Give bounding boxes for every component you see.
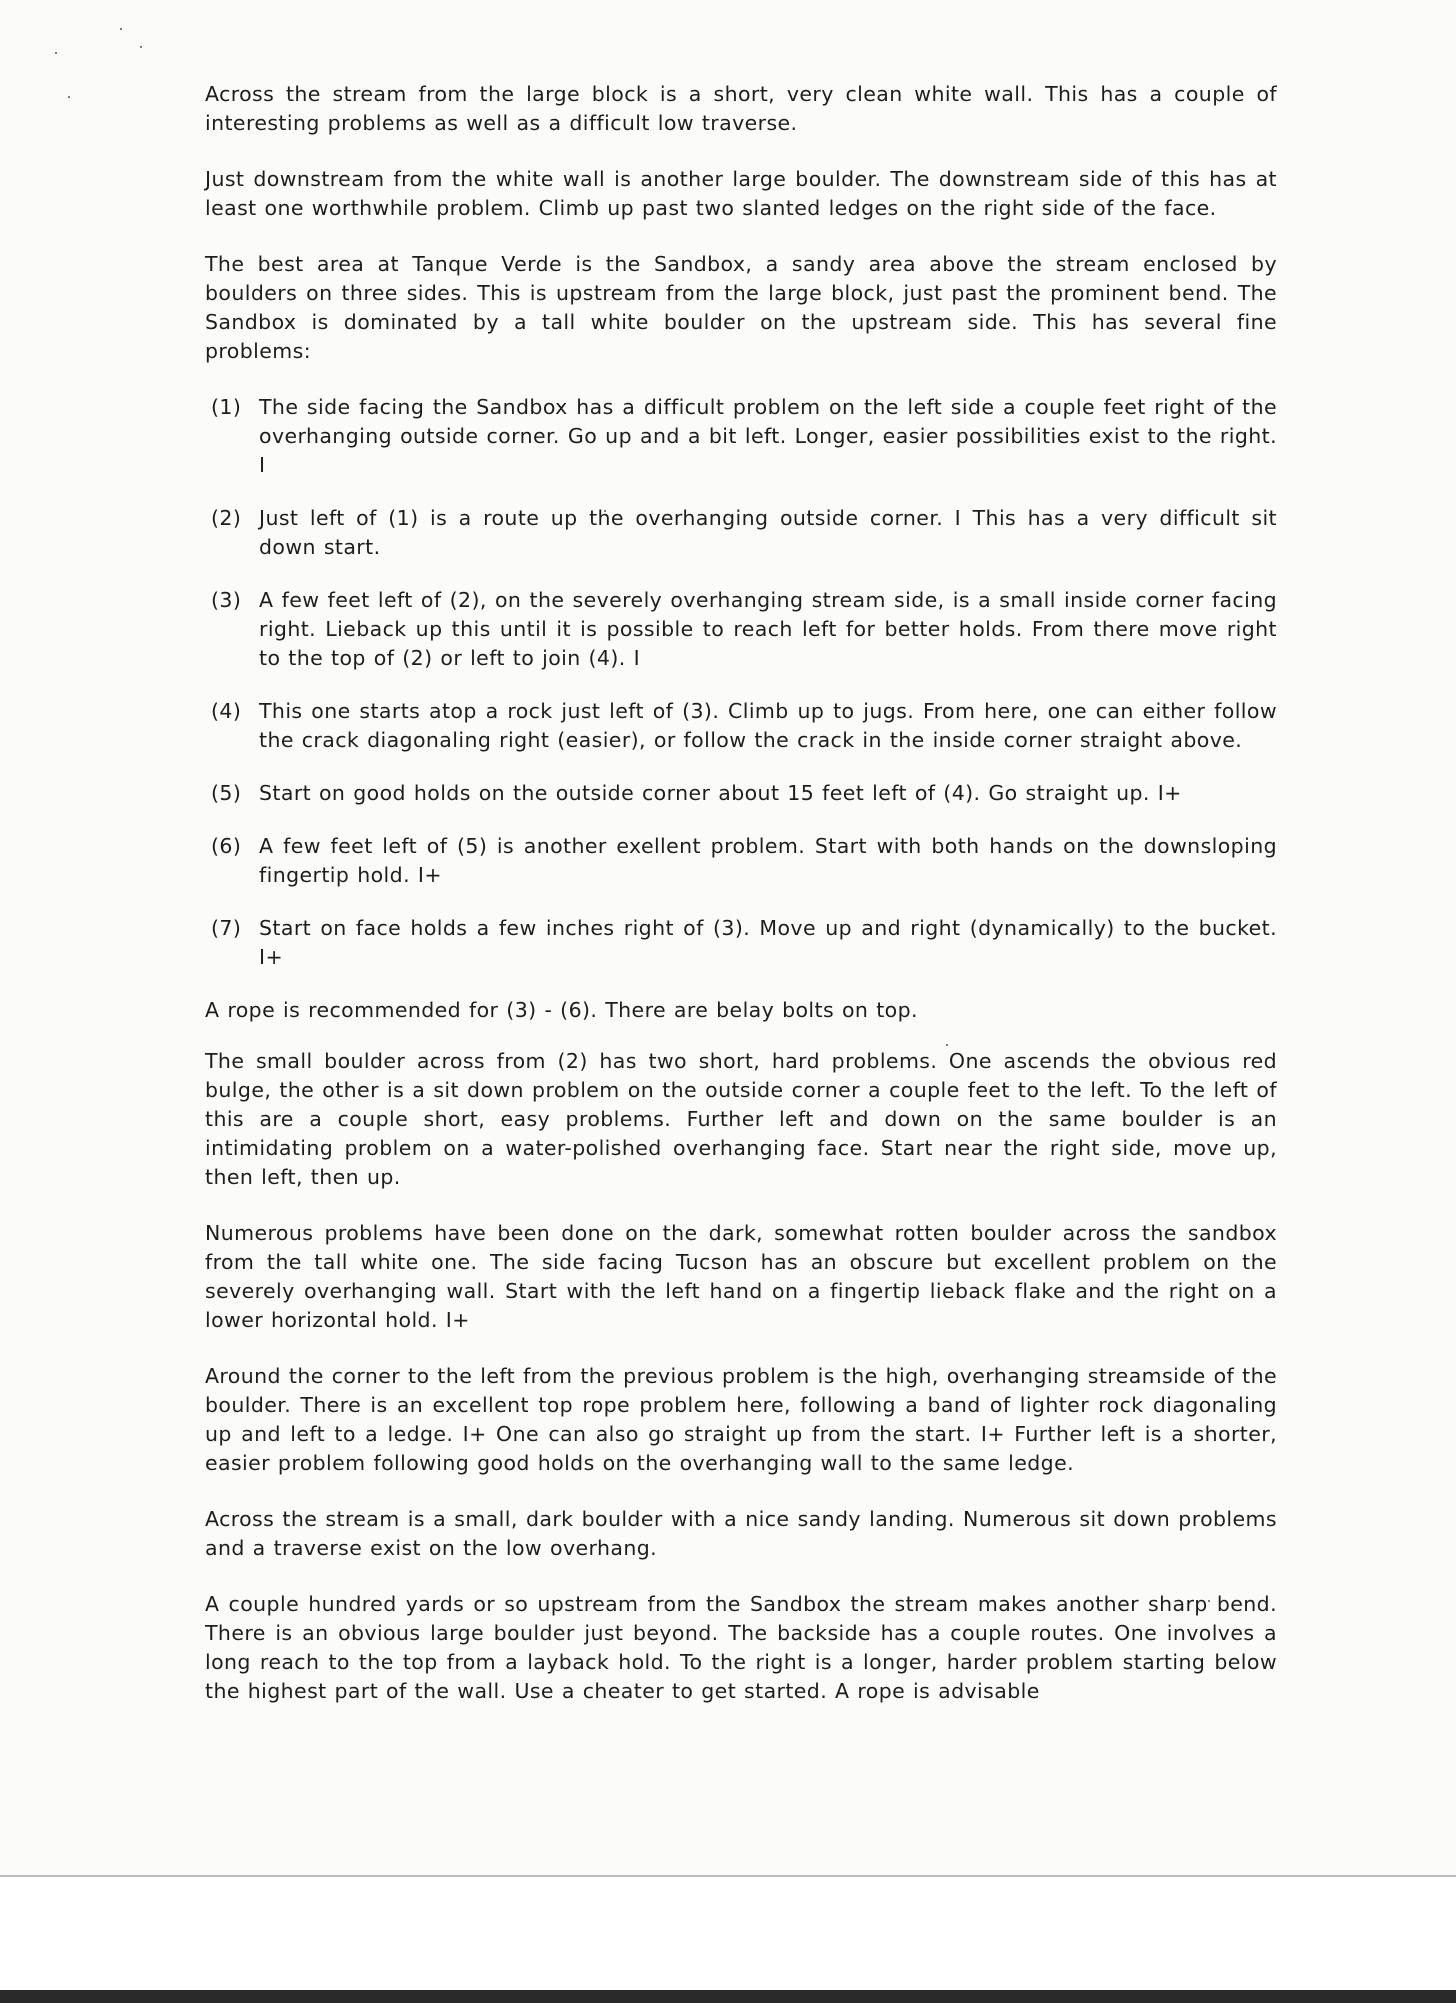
- problem-text: Just left of (1) is a route up the overhanging outside corner. I This has a very difficult sit down start.: [259, 506, 1277, 559]
- list-item: [205, 586, 1277, 673]
- scan-speck: [55, 52, 57, 54]
- page-edge: [0, 1875, 1456, 1877]
- scanner-border: [0, 1990, 1456, 2003]
- problem-number: (3): [211, 588, 242, 612]
- list-item: [205, 779, 1277, 808]
- problem-text: A few feet left of (5) is another exellent problem. Start with both hands on the downsloping fingertip hold. I+: [259, 834, 1277, 887]
- paragraph: Across the stream from the large block is a short, very clean white wall. This has a couple of interesting problems as well as a difficult low traverse.: [205, 82, 1277, 135]
- scan-speck: [140, 46, 142, 48]
- scan-speck: [120, 28, 122, 30]
- problem-text: A few feet left of (2), on the severely overhanging stream side, is a small inside corner facing right. Lieback up this until it is possible to reach left for better holds. From there move right to the top of (2) or left to join (4). I: [259, 588, 1277, 670]
- problem-text: Start on good holds on the outside corner about 15 feet left of (4). Go straight up. I+: [259, 781, 1182, 805]
- paragraph: A rope is recommended for (3) - (6). There are belay bolts on top.: [205, 998, 918, 1022]
- paragraph: Around the corner to the left from the previous problem is the high, overhanging streamside of the boulder. There is an excellent top rope problem here, following a band of lighter rock diagonaling up and left to a ledge. I+ One can also go straight up from the start. I+ Further left is a shorter, easier problem following good holds on the overhanging wall to the same ledge.: [205, 1364, 1277, 1475]
- problem-text: The side facing the Sandbox has a difficult problem on the left side a couple feet right of the overhanging outside corner. Go up and a bit left. Longer, easier possibilities exist to the right. I: [259, 395, 1277, 477]
- problem-list: [205, 393, 1277, 972]
- problem-number: (7): [211, 916, 242, 940]
- problem-number: (5): [211, 781, 242, 805]
- problem-number: (4): [211, 699, 242, 723]
- paragraph: Across the stream is a small, dark boulder with a nice sandy landing. Numerous sit down problems and a traverse exist on the low overhang.: [205, 1507, 1277, 1560]
- paragraph: The small boulder across from (2) has two short, hard problems. One ascends the obvious red bulge, the other is a sit down problem on the outside corner a couple feet to the left. To the left of this are a couple short, easy problems. Further left and down on the same boulder is an intimidating problem on a water-polished overhanging face. Start near the right side, move up, then left, then up.: [205, 1049, 1277, 1189]
- scan-speck: [68, 96, 70, 98]
- list-item: [205, 504, 1277, 562]
- problem-text: This one starts atop a rock just left of (3). Climb up to jugs. From here, one can either follow the crack diagonaling right (easier), or follow the crack in the inside corner straight above.: [259, 699, 1277, 752]
- problem-number: (2): [211, 506, 242, 530]
- paragraph: Numerous problems have been done on the dark, somewhat rotten boulder across the sandbox from the tall white one. The side facing Tucson has an obscure but excellent problem on the severely overhanging wall. Start with the left hand on a fingertip lieback flake and the right on a lower horizontal hold. I+: [205, 1221, 1277, 1332]
- list-item: [205, 697, 1277, 755]
- problem-number: (6): [211, 834, 242, 858]
- paragraph: Just downstream from the white wall is another large boulder. The downstream side of this has at least one worthwhile problem. Climb up past two slanted ledges on the right side of the face.: [205, 167, 1277, 220]
- list-item: [205, 914, 1277, 972]
- list-item: [205, 832, 1277, 890]
- problem-text: Start on face holds a few inches right of (3). Move up and right (dynamically) to the bucket. I+: [259, 916, 1277, 969]
- paragraph: A couple hundred yards or so upstream from the Sandbox the stream makes another sharp bend. There is an obvious large boulder just beyond. The backside has a couple routes. One involves a long reach to the top from a layback hold. To the right is a longer, harder problem starting below the highest part of the wall. Use a cheater to get started. A rope is advisable: [205, 1592, 1277, 1703]
- problem-number: (1): [211, 395, 242, 419]
- document-body: [205, 80, 1277, 1733]
- list-item: [205, 393, 1277, 480]
- paragraph: The best area at Tanque Verde is the Sandbox, a sandy area above the stream enclosed by boulders on three sides. This is upstream from the large block, just past the prominent bend. The Sandbox is dominated by a tall white boulder on the upstream side. This has several fine problems:: [205, 252, 1277, 363]
